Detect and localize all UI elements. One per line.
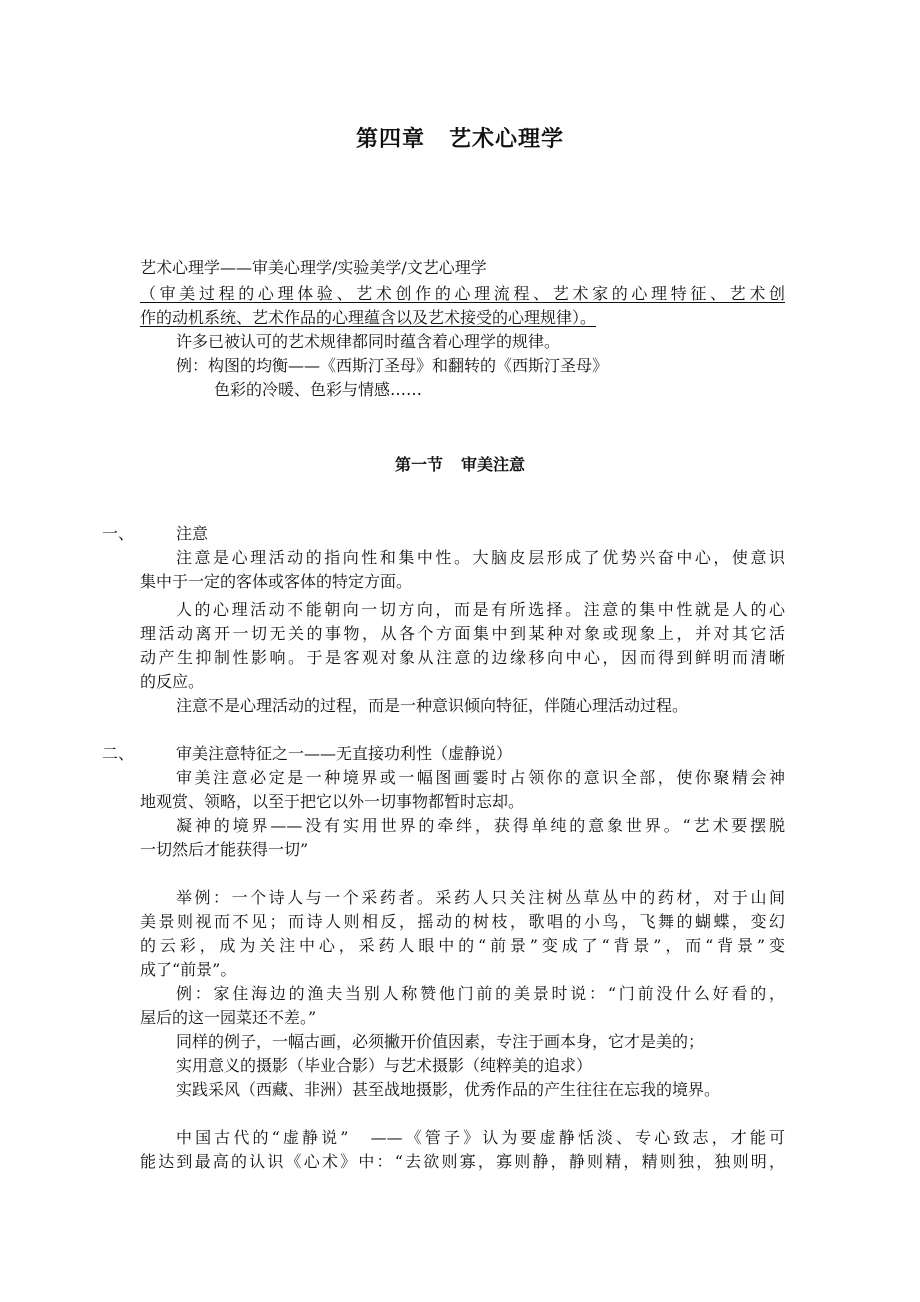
s1-p1-line-1: 注意是心理活动的指向性和集中性。大脑皮层形成了优势兴奋中心，使意识 [176,548,785,567]
heading-1-number: 一、 [102,524,135,543]
s1-p2-line-4: 的反应。 [140,672,205,691]
s2-p1-line-1: 审美注意必定是一种境界或一幅图画霎时占领你的意识全部，使你聚精会神 [176,768,785,787]
s2-p3-line-2: 美景则视而不见；而诗人则相反，摇动的树枝，歌唱的小鸟，飞舞的蝴蝶，变幻 [140,912,785,931]
s2-p2-line-2: 一切然后才能获得一切” [140,840,309,859]
s1-p1-line-2: 集中于一定的客体或客体的特定方面。 [140,572,413,591]
s2-p3-line-1: 举例：一个诗人与一个采药者。采药人只关注树丛草丛中的药材，对于山间 [176,888,785,907]
s2-p3-line-3: 的云彩，成为关注中心，采药人眼中的“前景”变成了“背景”，而“背景”变 [140,936,785,955]
s2-p8-line-1: 中国古代的“虚静说” ——《管子》认为要虚静恬淡、专心致志，才能可 [176,1128,785,1147]
chapter-title [0,122,920,153]
s2-p1-line-2: 地观赏、领略，以至于把它以外一切事物都暂时忘却。 [140,792,525,811]
intro-definition: 艺术心理学——审美心理学/实验美学/文艺心理学 [140,258,487,277]
s1-p2-line-3: 动产生抑制性影响。于是客观对象从注意的边缘移向中心，因而得到鲜明而清晰 [140,648,785,667]
intro-paragraph: 许多已被认可的艺术规律都同时蕴含着心理学的规律。 [176,332,561,351]
section-number: 第一节 [394,455,443,474]
s1-p2-line-2: 理活动离开一切无关的事物，从各个方面集中到某种对象或现象上，并对其它活 [140,624,785,643]
heading-2-number: 二、 [102,744,135,763]
chapter-name: 艺术心理学 [449,127,565,152]
intro-example-2: 色彩的冷暖、色彩与情感…… [214,380,423,399]
intro-example-1: 例：构图的均衡——《西斯汀圣母》和翻转的《西斯汀圣母》 [176,356,609,375]
s2-p2-line-1: 凝神的境界——没有实用世界的牵绊，获得单纯的意象世界。“艺术要摆脱 [176,816,785,835]
chapter-number: 第四章 [355,127,425,152]
s2-p5: 同样的例子，一幅古画，必须撇开价值因素，专注于画本身，它才是美的； [176,1032,705,1051]
heading-2-title: 审美注意特征之一——无直接功利性（虚静说） [176,744,513,763]
intro-scope-line-2: 作的动机系统、艺术作品的心理蕴含以及艺术接受的心理规律）。 [140,308,597,327]
s2-p3-line-4: 成了“前景”。 [140,960,237,979]
s2-p7: 实践采风（西藏、非洲）甚至战地摄影，优秀作品的产生往往在忘我的境界。 [176,1080,721,1099]
section-title [0,452,920,475]
intro-scope-line-1: （审美过程的心理体验、艺术创作的心理流程、艺术家的心理特征、艺术创 [140,284,785,303]
s2-p6: 实用意义的摄影（毕业合影）与艺术摄影（纯粹美的追求） [176,1056,593,1075]
s2-p4-line-2: 屋后的这一园菜还不差。” [140,1008,317,1027]
s2-p4-line-1: 例：家住海边的渔夫当别人称赞他门前的美景时说：“门前没什么好看的， [176,984,785,1003]
s1-p2-line-1: 人的心理活动不能朝向一切方向，而是有所选择。注意的集中性就是人的心 [176,600,785,619]
s1-p3: 注意不是心理活动的过程，而是一种意识倾向特征，伴随心理活动过程。 [176,696,689,715]
heading-1-title: 注意 [176,524,209,543]
section-name: 审美注意 [461,455,526,474]
s2-p8-line-2: 能达到最高的认识《心术》中：“去欲则寡，寡则静，静则精，精则独，独则明， [140,1152,785,1171]
